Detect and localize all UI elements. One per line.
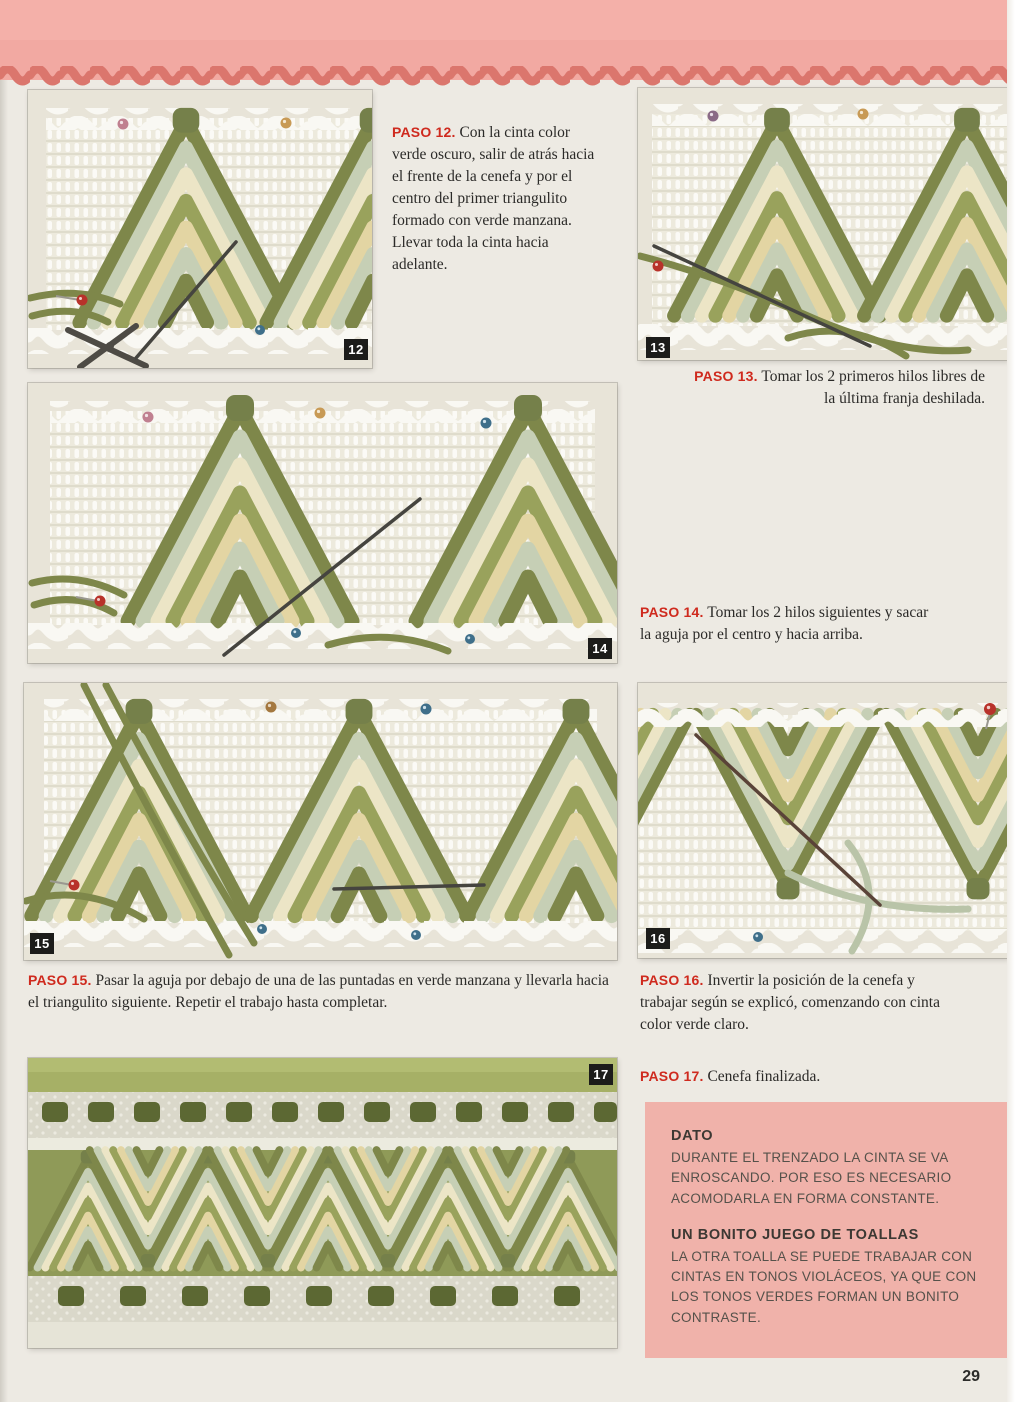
step-17-text: PASO 17. Cenefa finalizada. <box>640 1068 821 1085</box>
photo-step-12 <box>28 90 372 368</box>
step-badge-13: 13 <box>646 337 670 358</box>
step-16-label: PASO 16. <box>640 972 704 988</box>
step-13-text: PASO 13. Tomar los 2 primeros hilos libres de la última franja deshilada. <box>694 368 985 407</box>
step-12-label: PASO 12. <box>392 124 456 140</box>
photo-step-14 <box>28 383 617 663</box>
page-left-shadow <box>0 80 8 1402</box>
ricrac-trim <box>0 66 1020 88</box>
step-13-label: PASO 13. <box>694 368 758 384</box>
page-right-edge <box>1007 0 1020 1402</box>
dato-body: DURANTE EL TRENZADO LA CINTA SE VA ENROSCANDO. POR ESO ES NECESARIO ACOMODARLA EN FORMA CONSTANTE. <box>671 1150 952 1206</box>
toallas-title: UN BONITO JUEGO DE TOALLAS <box>671 1226 919 1243</box>
step-15-text: PASO 15. Pasar la aguja por debajo de una de las puntadas en verde manzana y llevarla hacia el triangulito siguiente. Repetir el trabajo hasta completar. <box>28 972 609 1011</box>
dato-box <box>645 1102 1008 1358</box>
center-band-triangles <box>30 1150 617 1268</box>
dato-title: DATO <box>671 1128 714 1144</box>
step-15-label: PASO 15. <box>28 972 92 988</box>
photo-step-13 <box>638 88 1008 360</box>
photo-step-17 <box>28 1058 617 1348</box>
step-badge-16: 16 <box>646 928 670 949</box>
step-badge-12: 12 <box>344 339 368 360</box>
page-number: 29 <box>962 1368 980 1385</box>
ribbon-slots-bottom <box>58 1286 580 1306</box>
step-14-text: PASO 14. Tomar los 2 hilos siguientes y sacar la aguja por el centro y hacia arriba. <box>640 604 929 643</box>
step-14-label: PASO 14. <box>640 604 704 620</box>
step-badge-17: 17 <box>589 1064 613 1085</box>
step-17-label: PASO 17. <box>640 1068 704 1084</box>
step-badge-15: 15 <box>30 933 54 954</box>
toallas-body: LA OTRA TOALLA SE PUEDE TRABAJAR CON CINTAS EN TONOS VIOLÁCEOS, YA QUE CON LOS TONOS VERDES FORMAN UN BONITO CONTRASTE. <box>671 1248 977 1325</box>
step-12-text: PASO 12. Con la cinta color verde oscuro, salir de atrás hacia el frente de la cenefa y por el centro del primer triangulito formado con verde manzana. Llevar toda la cinta hacia adelante. <box>392 124 595 273</box>
photo-step-15 <box>24 683 617 960</box>
step-badge-14: 14 <box>588 638 612 659</box>
header-band-highlight <box>0 0 1020 40</box>
photo-step-16 <box>638 683 1008 958</box>
step-16-text: PASO 16. Invertir la posición de la cenefa y trabajar según se explicó, comenzando con cinta color verde claro. <box>640 972 940 1033</box>
